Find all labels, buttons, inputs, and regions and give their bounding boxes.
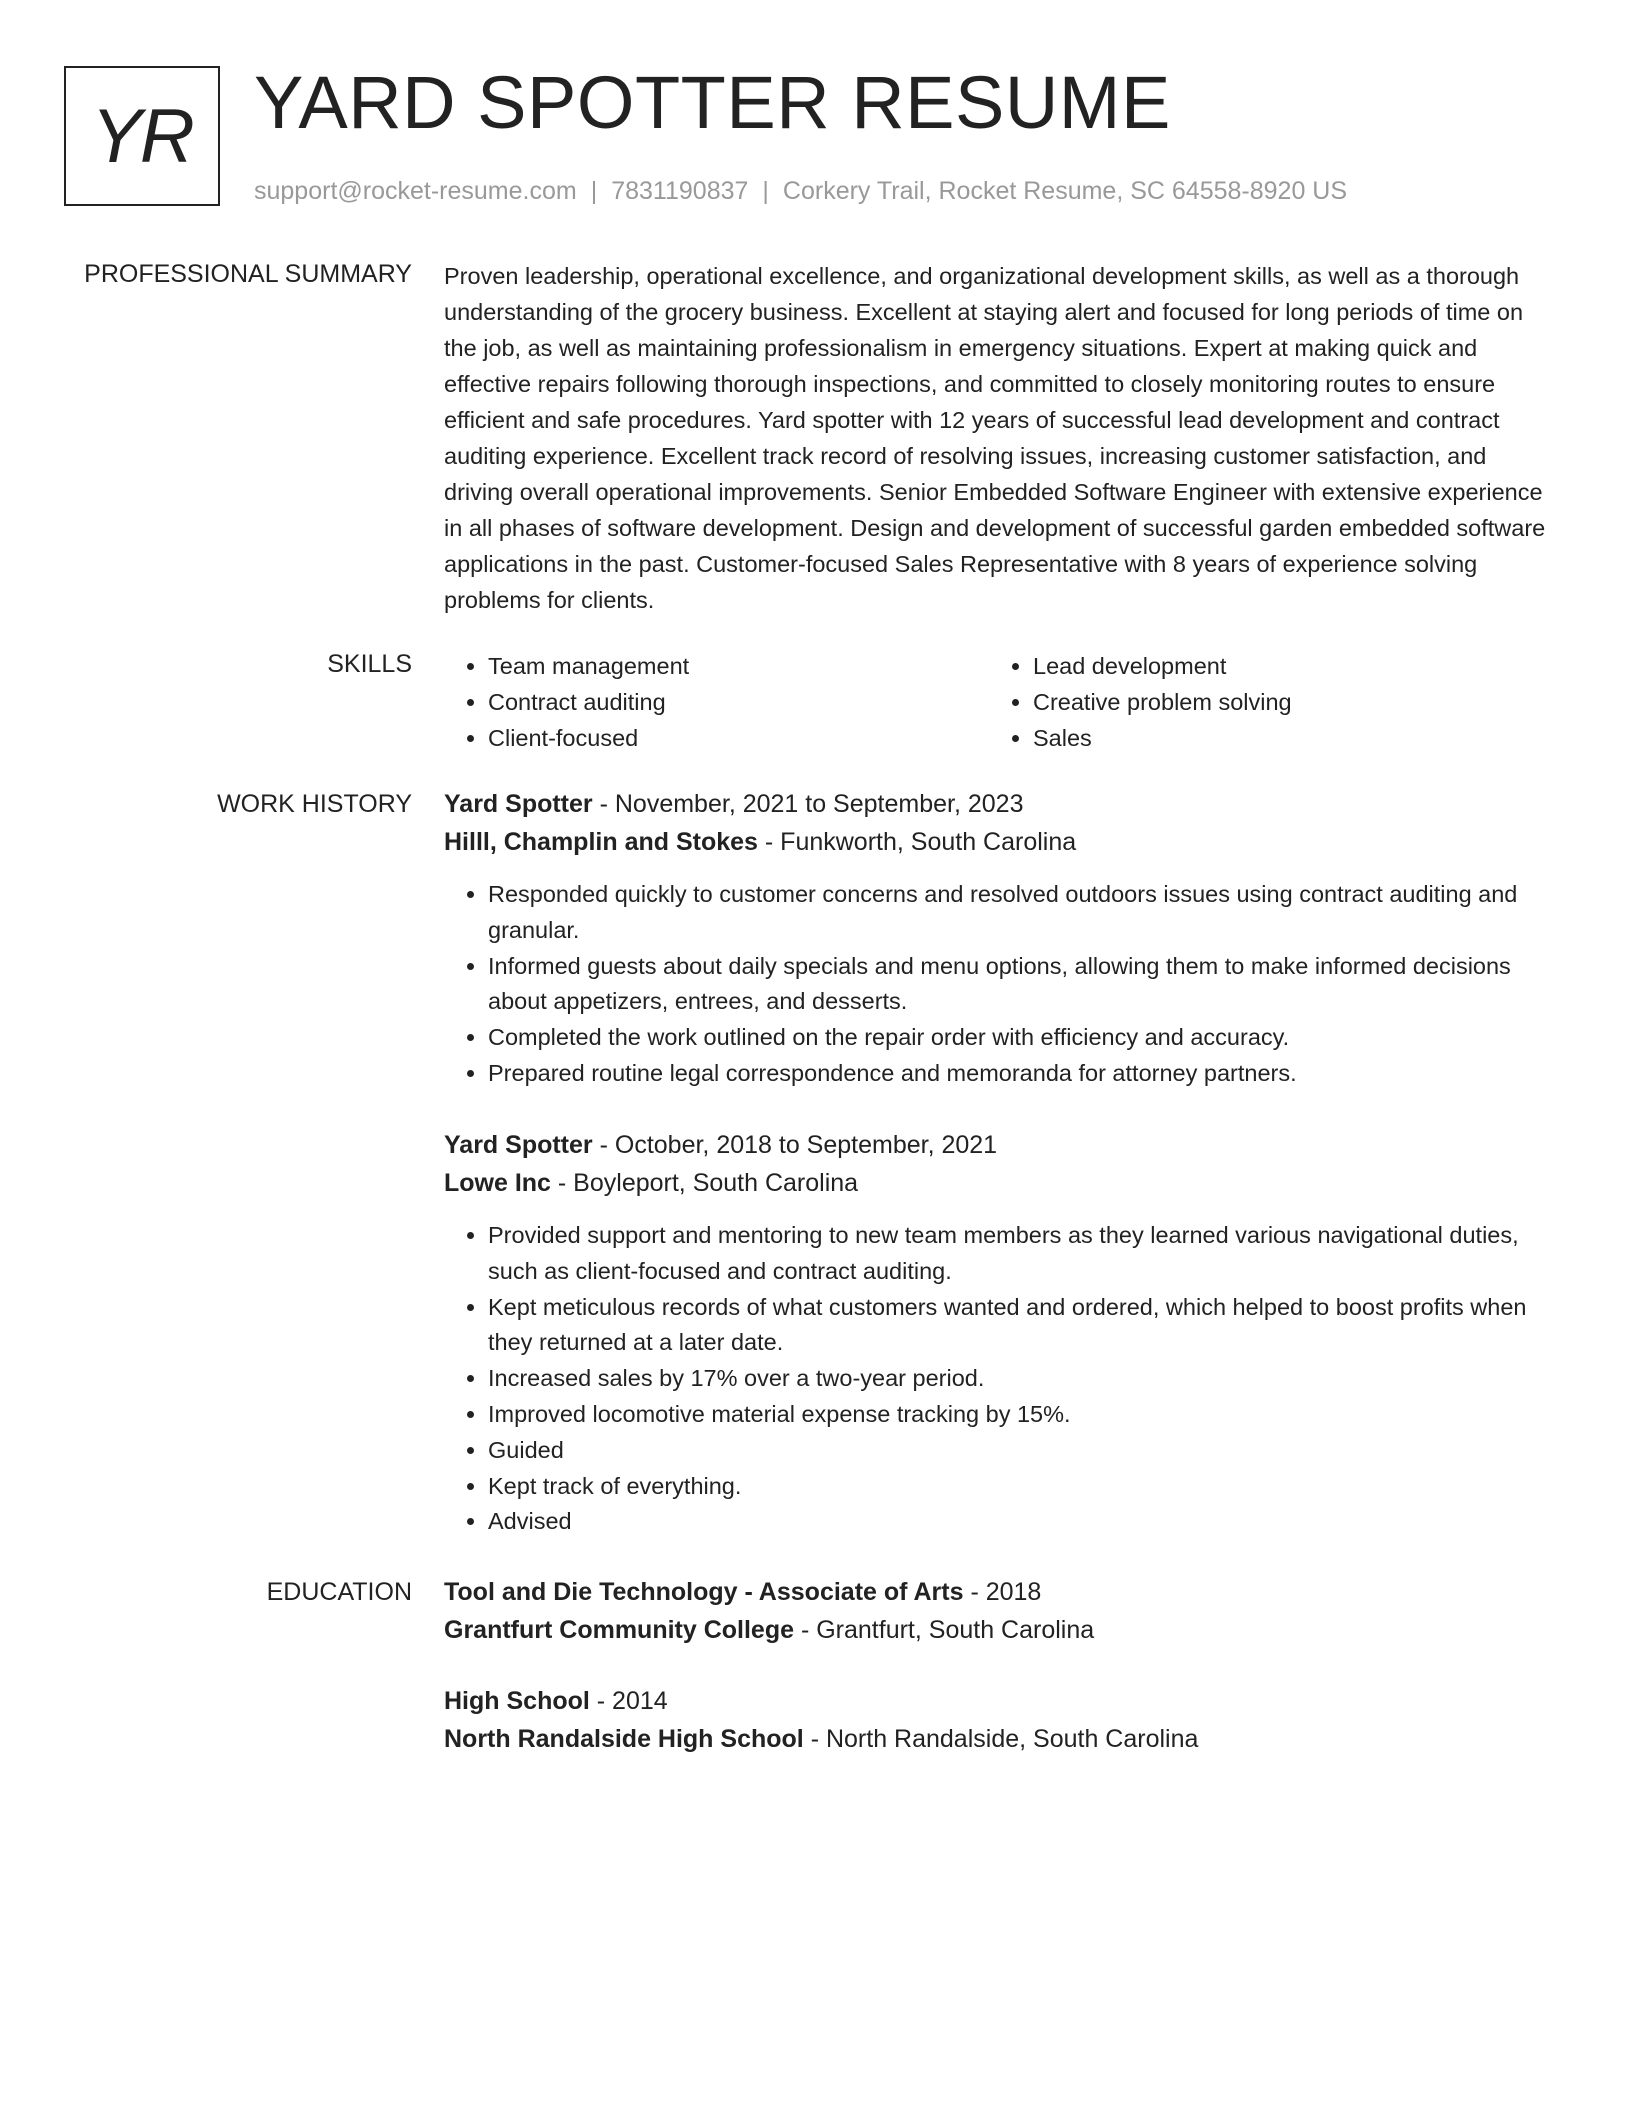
job-location: - Funkworth, South Carolina	[757, 828, 1077, 856]
job-company: Lowe Inc	[444, 1169, 551, 1197]
education-school-line	[444, 1720, 1554, 1758]
job-dates: - October, 2018 to September, 2021	[592, 1131, 998, 1159]
resume-title: YARD SPOTTER RESUME	[254, 61, 1171, 144]
education-location: - Grantfurt, South Carolina	[794, 1616, 1095, 1644]
job-bullets	[444, 877, 1554, 1092]
job-title-line	[444, 785, 1554, 823]
job-bullet: • Kept meticulous records of what customers wanted and ordered, which helped to boost profits when they returned at a later date.	[488, 1290, 1554, 1362]
job-bullets	[444, 1218, 1554, 1540]
job-company-line	[444, 823, 1554, 861]
job-title: Yard Spotter	[444, 1131, 593, 1159]
job-company-line	[444, 1164, 1554, 1202]
job-entry	[444, 785, 1554, 1092]
section-label-summary: PROFESSIONAL SUMMARY	[84, 260, 412, 288]
education-entry	[444, 1682, 1554, 1758]
skill-item: • Sales	[1033, 720, 1534, 756]
job-bullet: • Increased sales by 17% over a two-year period.	[488, 1361, 1554, 1397]
education-location: - North Randalside, South Carolina	[803, 1725, 1199, 1753]
education-school-line	[444, 1611, 1554, 1649]
contact-separator: |	[590, 177, 598, 205]
contact-email[interactable]: support@rocket-resume.com	[254, 177, 577, 205]
job-bullet: • Informed guests about daily specials and menu options, allowing them to make informed decisions about appetizers, entrees, and desserts.	[488, 949, 1554, 1021]
education-year: - 2018	[963, 1578, 1042, 1606]
skill-item: • Creative problem solving	[1033, 684, 1534, 720]
contact-separator: |	[762, 177, 769, 205]
skill-item: • Contract auditing	[488, 684, 989, 720]
skills-column-right	[989, 648, 1534, 756]
education-degree: High School	[444, 1687, 590, 1715]
skill-item: • Lead development	[1033, 648, 1534, 684]
job-bullet: • Provided support and mentoring to new team members as they learned various navigational duties, such as client-focused and contract auditing.	[488, 1218, 1554, 1290]
contact-phone[interactable]: 7831190837	[611, 177, 749, 205]
education-entry	[444, 1573, 1554, 1649]
job-bullet: • Responded quickly to customer concerns and resolved outdoors issues using contract auditing and granular.	[488, 877, 1554, 949]
job-bullet: • Guided	[488, 1433, 1554, 1469]
education-school: Grantfurt Community College	[444, 1616, 795, 1644]
monogram-initials: YR	[64, 66, 220, 206]
job-bullet: • Kept track of everything.	[488, 1469, 1554, 1505]
job-location: - Boyleport, South Carolina	[550, 1169, 859, 1197]
education-year: - 2014	[589, 1687, 668, 1715]
job-dates: - November, 2021 to September, 2023	[592, 790, 1024, 818]
job-bullet: • Completed the work outlined on the repair order with efficiency and accuracy.	[488, 1020, 1554, 1056]
education-degree-line	[444, 1573, 1554, 1611]
job-entry	[444, 1126, 1554, 1540]
skill-item: • Client-focused	[488, 720, 989, 756]
contact-address: Corkery Trail, Rocket Resume, SC 64558-8920 US	[782, 177, 1348, 205]
job-title: Yard Spotter	[444, 790, 593, 818]
summary-text: Proven leadership, operational excellence, and organizational development skills, as well as a thorough understanding of the grocery business. Excellent at staying alert and focused for long periods of time on the job, as well as maintaining professionalism in emergency situations. Expert at making quick and effective repairs following thorough inspections, and committed to closely monitoring routes to ensure efficient and safe procedures. Yard spotter with 12 years of successful lead development and contract auditing experience. Excellent track record of resolving issues, increasing customer satisfaction, and driving overall operational improvements. Senior Embedded Software Engineer with extensive experience in all phases of software development. Design and development of successful garden embedded software applications in the past. Customer-focused Sales Representative with 8 years of experience solving problems for clients.	[444, 263, 1546, 613]
job-bullet: • Advised	[488, 1504, 1554, 1540]
education-school: North Randalside High School	[444, 1725, 804, 1753]
contact-line	[254, 174, 1347, 208]
skills-column-left	[444, 648, 989, 756]
job-bullet: • Prepared routine legal correspondence and memoranda for attorney partners.	[488, 1056, 1554, 1092]
job-bullet: • Improved locomotive material expense tracking by 15%.	[488, 1397, 1554, 1433]
job-title-line	[444, 1126, 1554, 1164]
section-label-skills: SKILLS	[327, 650, 412, 678]
skill-item: • Team management	[488, 648, 989, 684]
skills-list	[444, 648, 1554, 756]
education-degree: Tool and Die Technology - Associate of Arts	[444, 1578, 964, 1606]
section-label-education: EDUCATION	[266, 1578, 412, 1606]
education-degree-line	[444, 1682, 1554, 1720]
section-label-work-history: WORK HISTORY	[217, 790, 412, 818]
job-company: Hilll, Champlin and Stokes	[444, 828, 758, 856]
